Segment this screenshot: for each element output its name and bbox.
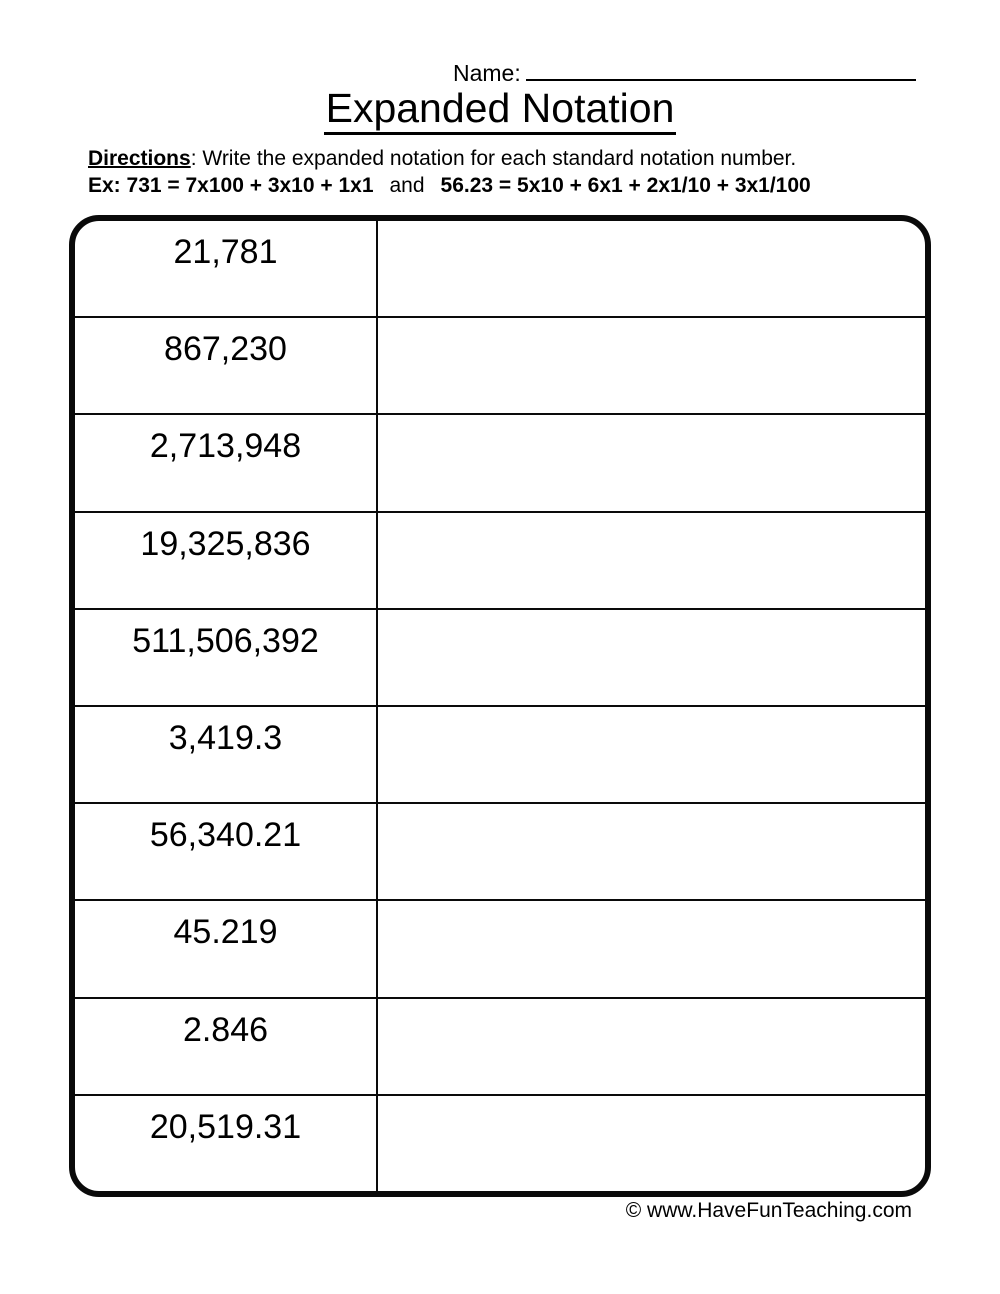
answer-blank-cell — [378, 999, 925, 1094]
standard-number-cell: 2,713,948 — [75, 415, 378, 510]
table-row — [75, 804, 925, 901]
answer-blank-cell — [378, 221, 925, 316]
answer-blank-cell — [378, 610, 925, 705]
example-right: 56.23 = 5x10 + 6x1 + 2x1/10 + 3x1/100 — [440, 174, 811, 197]
table-row — [75, 707, 925, 804]
directions-line — [88, 147, 796, 171]
table-row — [75, 513, 925, 610]
standard-number-cell: 21,781 — [75, 221, 378, 316]
standard-number-cell: 511,506,392 — [75, 610, 378, 705]
answer-blank-cell — [378, 901, 925, 996]
example-conjunction: and — [389, 174, 425, 197]
standard-number-cell: 867,230 — [75, 318, 378, 413]
standard-number-cell: 19,325,836 — [75, 513, 378, 608]
table-row — [75, 999, 925, 1096]
name-row — [453, 56, 916, 87]
directions-text: : Write the expanded notation for each standard notation number. — [190, 147, 797, 170]
worksheet-table — [69, 215, 931, 1197]
standard-number-cell: 2.846 — [75, 999, 378, 1094]
name-label: Name: — [453, 60, 521, 86]
table-row — [75, 318, 925, 415]
standard-number-cell: 45.219 — [75, 901, 378, 996]
page-title — [0, 86, 1000, 135]
example-left: Ex: 731 = 7x100 + 3x10 + 1x1 — [88, 174, 374, 197]
table-row — [75, 610, 925, 707]
standard-number-cell: 20,519.31 — [75, 1096, 378, 1191]
standard-number-cell: 3,419.3 — [75, 707, 378, 802]
answer-blank-cell — [378, 513, 925, 608]
page-title-text: Expanded Notation — [324, 86, 677, 135]
footer-credit: © www.HaveFunTeaching.com — [625, 1199, 912, 1222]
directions-label: Directions — [88, 147, 191, 170]
example-line — [88, 174, 811, 198]
standard-number-cell: 56,340.21 — [75, 804, 378, 899]
table-row — [75, 901, 925, 998]
answer-blank-cell — [378, 415, 925, 510]
table-row — [75, 415, 925, 512]
answer-blank-cell — [378, 804, 925, 899]
answer-blank-cell — [378, 1096, 925, 1191]
table-row — [75, 221, 925, 318]
name-blank-line — [526, 56, 916, 81]
answer-blank-cell — [378, 318, 925, 413]
answer-blank-cell — [378, 707, 925, 802]
table-row — [75, 1096, 925, 1191]
